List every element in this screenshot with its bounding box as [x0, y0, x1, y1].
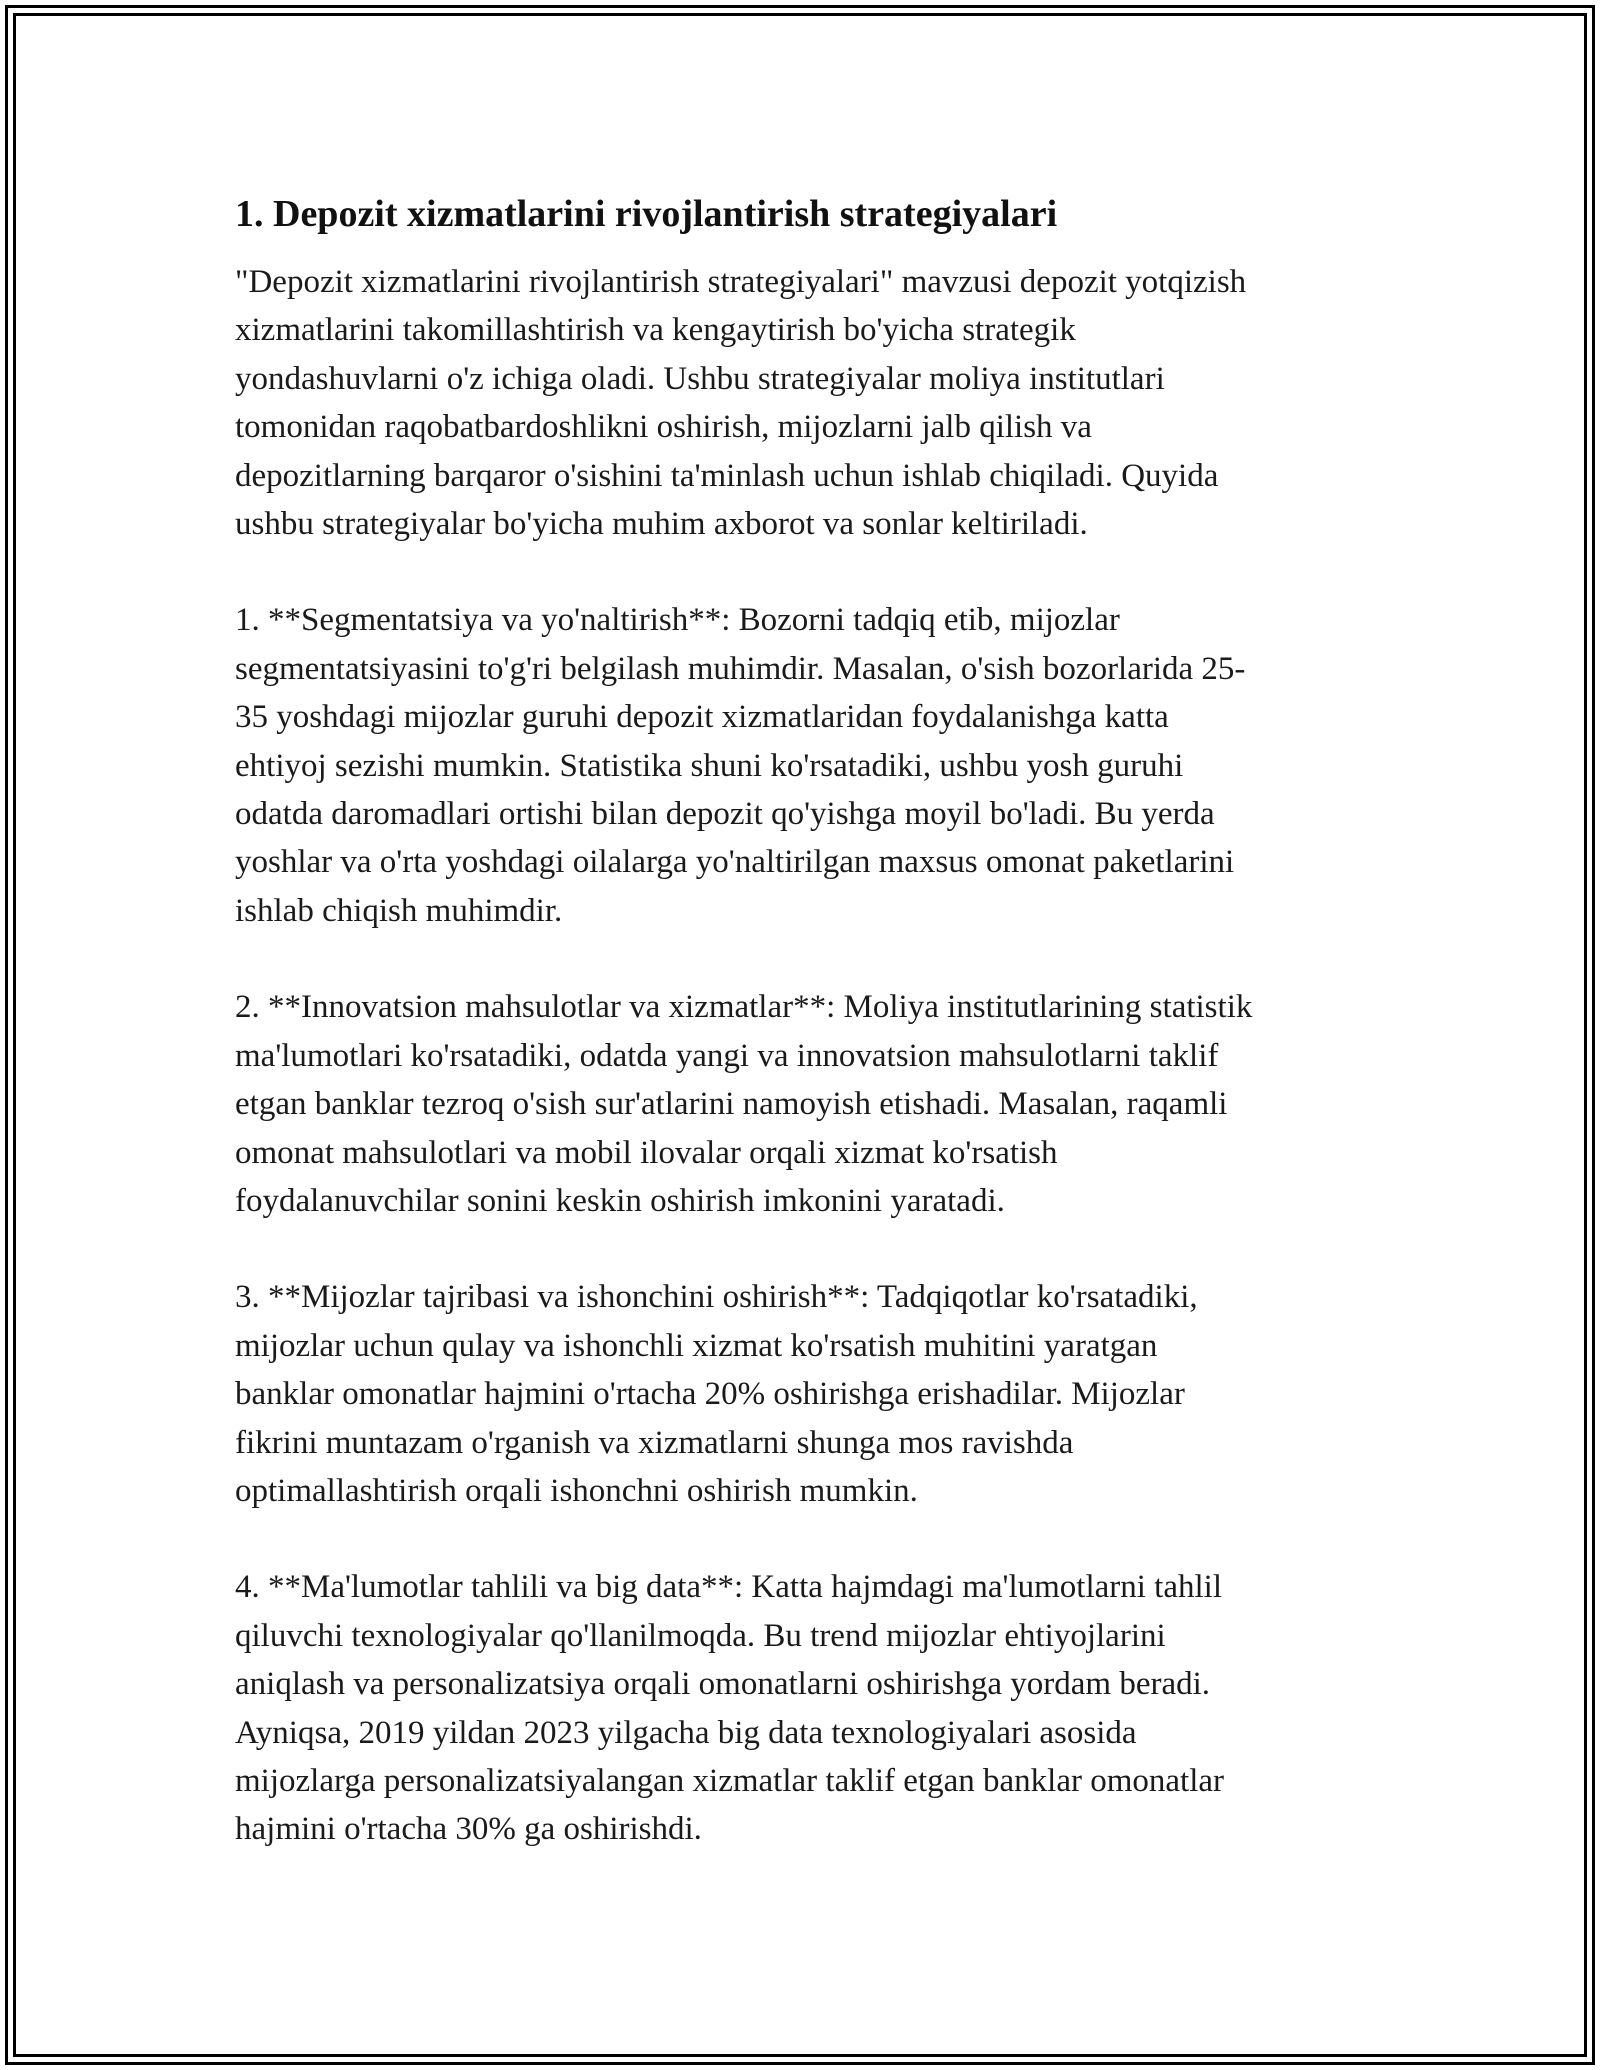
paragraph-innovative-products: 2. **Innovatsion mahsulotlar va xizmatlar**: Moliya institutlarining statistik ma'lumotlari ko'rsatadiki, odatda yangi va innovatsion mahsulotlarni taklif etgan banklar tezroq o'sish sur'atlarini namoyish etishadi. Masalan, raqamli omonat mahsulotlari va mobil ilovalar orqali xizmat ko'rsatish foydalanuvchilar sonini keskin oshirish imkonini yaratadi.	[235, 989, 1253, 1219]
document-body	[235, 190, 1370, 1902]
paragraph-customer-trust: 3. **Mijozlar tajribasi va ishonchini oshirish**: Tadqiqotlar ko'rsatadiki, mijozlar uchun qulay va ishonchli xizmat ko'rsatish muhitini yaratgan banklar omonatlar hajmini o'rtacha 20% oshirishga erishadilar. Mijozlar fikrini muntazam o'rganish va xizmatlarni shunga mos ravishda optimallashtirish orqali ishonchni oshirish mumkin.	[235, 1279, 1198, 1509]
intro-paragraph: "Depozit xizmatlarini rivojlantirish strategiyalari" mavzusi depozit yotqizish xizmatlarini takomillashtirish va kengaytirish bo'yicha strategik yondashuvlarni o'z ichiga oladi. Ushbu strategiyalar moliya institutlari tomonidan raqobatbardoshlikni oshirish, mijozlarni jalb qilish va depozitlarning barqaror o'sishini ta'minlash uchun ishlab chiqiladi. Quyida ushbu strategiyalar bo'yicha muhim axborot va sonlar keltiriladi.	[235, 264, 1247, 543]
document-title: 1. Depozit xizmatlarini rivojlantirish strategiyalari	[235, 193, 1058, 235]
paragraph-segmentation: 1. **Segmentatsiya va yo'naltirish**: Bozorni tadqiq etib, mijozlar segmentatsiyasini to'g'ri belgilash muhimdir. Masalan, o'sish bozorlarida 25- 35 yoshdagi mijozlar guruhi depozit xizmatlaridan foydalanishga katta ehtiyoj sezishi mumkin. Statistika shuni ko'rsatadiki, ushbu yosh guruhi odatda daromadlari ortishi bilan depozit qo'yishga moyil bo'ladi. Bu yerda yoshlar va o'rta yoshdagi oilalarga yo'naltirilgan maxsus omonat paketlarini ishlab chiqish muhimdir.	[235, 602, 1246, 929]
paragraph-big-data: 4. **Ma'lumotlar tahlili va big data**: Katta hajmdagi ma'lumotlarni tahlil qiluvchi texnologiyalar qo'llanilmoqda. Bu trend mijozlar ehtiyojlarini aniqlash va personalizatsiya orqali omonatlarni oshirishga yordam beradi. Ayniqsa, 2019 yildan 2023 yilgacha big data texnologiyalari asosida mijozlarga personalizatsiyalangan xizmatlar taklif etgan banklar omonatlar hajmini o'rtacha 30% ga oshirishdi.	[235, 1569, 1225, 1848]
